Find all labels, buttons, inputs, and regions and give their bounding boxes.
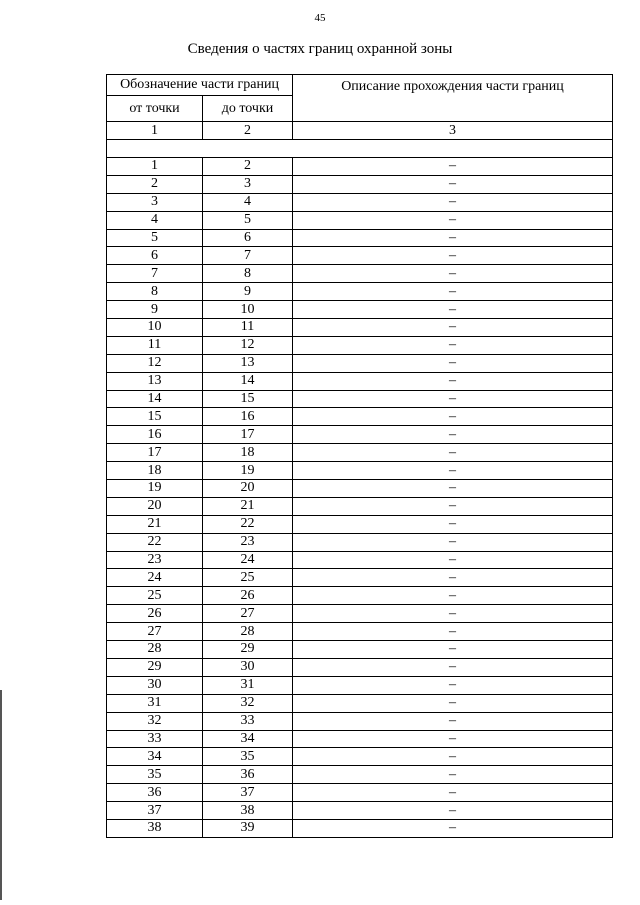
from-point-cell: 29 <box>107 658 203 676</box>
description-cell: – <box>293 676 613 694</box>
description-cell: – <box>293 301 613 319</box>
to-point-cell: 6 <box>203 229 293 247</box>
to-point-cell: 3 <box>203 175 293 193</box>
to-point-cell: 30 <box>203 658 293 676</box>
table-row <box>107 390 613 408</box>
description-cell: – <box>293 480 613 498</box>
to-point-cell: 21 <box>203 497 293 515</box>
description-cell: – <box>293 265 613 283</box>
table-row <box>107 533 613 551</box>
table-row <box>107 712 613 730</box>
table-row <box>107 569 613 587</box>
table-row <box>107 730 613 748</box>
table-row <box>107 819 613 837</box>
description-cell: – <box>293 533 613 551</box>
from-point-cell: 23 <box>107 551 203 569</box>
description-cell: – <box>293 641 613 659</box>
description-cell: – <box>293 569 613 587</box>
from-point-cell: 14 <box>107 390 203 408</box>
empty-row <box>107 140 613 158</box>
table-row <box>107 623 613 641</box>
header-to-point: до точки <box>203 96 293 122</box>
to-point-cell: 25 <box>203 569 293 587</box>
description-cell: – <box>293 372 613 390</box>
to-point-cell: 29 <box>203 641 293 659</box>
table-row <box>107 784 613 802</box>
from-point-cell: 34 <box>107 748 203 766</box>
description-cell: – <box>293 802 613 820</box>
from-point-cell: 38 <box>107 819 203 837</box>
description-cell: – <box>293 426 613 444</box>
from-point-cell: 24 <box>107 569 203 587</box>
table-row <box>107 748 613 766</box>
to-point-cell: 39 <box>203 819 293 837</box>
table-row <box>107 641 613 659</box>
description-cell: – <box>293 784 613 802</box>
table-row <box>107 211 613 229</box>
table-row <box>107 229 613 247</box>
description-cell: – <box>293 444 613 462</box>
header-from-point: от точки <box>107 96 203 122</box>
table-row <box>107 587 613 605</box>
table-row <box>107 605 613 623</box>
table-row <box>107 426 613 444</box>
description-cell: – <box>293 658 613 676</box>
table-row <box>107 408 613 426</box>
header-boundary-description: Описание прохождения части границ <box>293 75 613 122</box>
to-point-cell: 7 <box>203 247 293 265</box>
from-point-cell: 8 <box>107 283 203 301</box>
table-row <box>107 301 613 319</box>
column-index-cell: 2 <box>203 122 293 140</box>
column-index-cell: 1 <box>107 122 203 140</box>
from-point-cell: 3 <box>107 193 203 211</box>
from-point-cell: 9 <box>107 301 203 319</box>
from-point-cell: 20 <box>107 497 203 515</box>
table-row <box>107 497 613 515</box>
table-row <box>107 444 613 462</box>
table-row <box>107 319 613 337</box>
description-cell: – <box>293 819 613 837</box>
from-point-cell: 13 <box>107 372 203 390</box>
table-row <box>107 480 613 498</box>
description-cell: – <box>293 390 613 408</box>
description-cell: – <box>293 158 613 176</box>
description-cell: – <box>293 193 613 211</box>
to-point-cell: 24 <box>203 551 293 569</box>
description-cell: – <box>293 354 613 372</box>
from-point-cell: 17 <box>107 444 203 462</box>
from-point-cell: 21 <box>107 515 203 533</box>
table-row <box>107 694 613 712</box>
document-title: Сведения о частях границ охранной зоны <box>187 41 453 57</box>
page-number: 45 <box>314 12 326 24</box>
from-point-cell: 16 <box>107 426 203 444</box>
to-point-cell: 12 <box>203 336 293 354</box>
to-point-cell: 32 <box>203 694 293 712</box>
table-row <box>107 283 613 301</box>
from-point-cell: 32 <box>107 712 203 730</box>
to-point-cell: 19 <box>203 462 293 480</box>
table-row <box>107 658 613 676</box>
to-point-cell: 15 <box>203 390 293 408</box>
to-point-cell: 26 <box>203 587 293 605</box>
boundary-parts-table <box>106 74 613 838</box>
description-cell: – <box>293 623 613 641</box>
to-point-cell: 11 <box>203 319 293 337</box>
table-row <box>107 551 613 569</box>
description-cell: – <box>293 319 613 337</box>
from-point-cell: 11 <box>107 336 203 354</box>
to-point-cell: 9 <box>203 283 293 301</box>
from-point-cell: 27 <box>107 623 203 641</box>
to-point-cell: 33 <box>203 712 293 730</box>
to-point-cell: 36 <box>203 766 293 784</box>
to-point-cell: 4 <box>203 193 293 211</box>
to-point-cell: 27 <box>203 605 293 623</box>
to-point-cell: 18 <box>203 444 293 462</box>
from-point-cell: 6 <box>107 247 203 265</box>
column-index-row <box>107 122 613 140</box>
from-point-cell: 1 <box>107 158 203 176</box>
table-row <box>107 193 613 211</box>
to-point-cell: 14 <box>203 372 293 390</box>
from-point-cell: 26 <box>107 605 203 623</box>
to-point-cell: 22 <box>203 515 293 533</box>
to-point-cell: 5 <box>203 211 293 229</box>
to-point-cell: 28 <box>203 623 293 641</box>
column-index-cell: 3 <box>293 122 613 140</box>
from-point-cell: 35 <box>107 766 203 784</box>
description-cell: – <box>293 408 613 426</box>
to-point-cell: 16 <box>203 408 293 426</box>
description-cell: – <box>293 730 613 748</box>
description-cell: – <box>293 211 613 229</box>
from-point-cell: 36 <box>107 784 203 802</box>
from-point-cell: 33 <box>107 730 203 748</box>
description-cell: – <box>293 748 613 766</box>
table-row <box>107 247 613 265</box>
to-point-cell: 38 <box>203 802 293 820</box>
from-point-cell: 28 <box>107 641 203 659</box>
description-cell: – <box>293 462 613 480</box>
description-cell: – <box>293 283 613 301</box>
table-row <box>107 802 613 820</box>
description-cell: – <box>293 694 613 712</box>
from-point-cell: 4 <box>107 211 203 229</box>
from-point-cell: 22 <box>107 533 203 551</box>
to-point-cell: 10 <box>203 301 293 319</box>
description-cell: – <box>293 587 613 605</box>
table-row <box>107 336 613 354</box>
description-cell: – <box>293 229 613 247</box>
from-point-cell: 5 <box>107 229 203 247</box>
from-point-cell: 12 <box>107 354 203 372</box>
to-point-cell: 2 <box>203 158 293 176</box>
description-cell: – <box>293 497 613 515</box>
empty-cell <box>107 140 613 158</box>
table-row <box>107 676 613 694</box>
to-point-cell: 17 <box>203 426 293 444</box>
from-point-cell: 10 <box>107 319 203 337</box>
table-row <box>107 766 613 784</box>
from-point-cell: 18 <box>107 462 203 480</box>
to-point-cell: 35 <box>203 748 293 766</box>
to-point-cell: 8 <box>203 265 293 283</box>
header-boundary-part-designation: Обозначение части границ <box>107 75 293 96</box>
to-point-cell: 13 <box>203 354 293 372</box>
description-cell: – <box>293 766 613 784</box>
description-cell: – <box>293 515 613 533</box>
to-point-cell: 37 <box>203 784 293 802</box>
table-row <box>107 515 613 533</box>
from-point-cell: 19 <box>107 480 203 498</box>
description-cell: – <box>293 247 613 265</box>
table-body <box>107 122 613 838</box>
description-cell: – <box>293 712 613 730</box>
table-row <box>107 158 613 176</box>
description-cell: – <box>293 336 613 354</box>
from-point-cell: 15 <box>107 408 203 426</box>
from-point-cell: 31 <box>107 694 203 712</box>
table-row <box>107 462 613 480</box>
to-point-cell: 20 <box>203 480 293 498</box>
description-cell: – <box>293 551 613 569</box>
to-point-cell: 34 <box>203 730 293 748</box>
to-point-cell: 31 <box>203 676 293 694</box>
table-row <box>107 265 613 283</box>
from-point-cell: 37 <box>107 802 203 820</box>
description-cell: – <box>293 175 613 193</box>
to-point-cell: 23 <box>203 533 293 551</box>
description-cell: – <box>293 605 613 623</box>
table-row <box>107 372 613 390</box>
table-row <box>107 175 613 193</box>
table-row <box>107 354 613 372</box>
scan-edge-mark <box>0 690 2 900</box>
from-point-cell: 2 <box>107 175 203 193</box>
from-point-cell: 7 <box>107 265 203 283</box>
from-point-cell: 30 <box>107 676 203 694</box>
from-point-cell: 25 <box>107 587 203 605</box>
